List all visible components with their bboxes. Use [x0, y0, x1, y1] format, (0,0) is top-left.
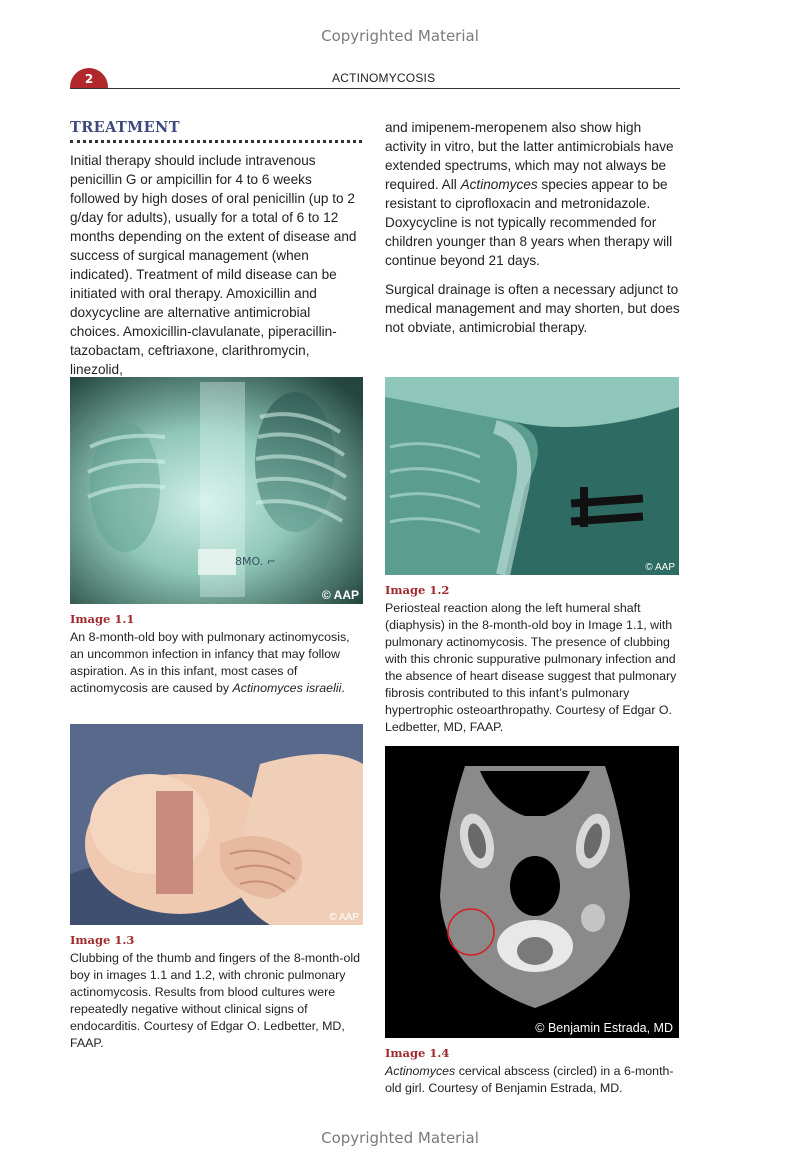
treatment-paragraph-2	[385, 118, 680, 270]
credit-estrada: © Benjamin Estrada, MD	[535, 1021, 673, 1035]
arm-xray-image	[385, 377, 679, 575]
figure-1-3-caption	[70, 932, 365, 1052]
caption-text: .	[341, 681, 345, 695]
caption-text: Periosteal reaction along the left humeral shaft (diaphysis) in the 8-month-old boy in Image 1.1, with pulmonary actinomycosis. The presence of clubbing with this chronic suppurative pulmonary infection and the absence of heart disease suggest that pulmonary fibrosis contributed to this infant’s pulmonary hypertrophic osteoarthropathy. Courtesy of Edgar O. Ledbetter, MD, FAAP.	[385, 601, 677, 734]
credit-aap: © AAP	[321, 588, 359, 602]
genus-italic: Actinomyces	[460, 177, 538, 192]
figure-1-4-caption	[385, 1045, 681, 1097]
treatment-left-column	[70, 118, 362, 389]
figure-label: Image 1.1	[70, 612, 135, 626]
paragraph-text: species appear to be resistant to ciprofloxacin and metronidazole. Doxycycline is not typically recommended for children younger than 8 years when therapy will continue beyond 21 days.	[385, 177, 673, 268]
copyright-watermark-bottom: Copyrighted Material	[321, 1129, 479, 1147]
treatment-right-column	[385, 118, 680, 347]
figure-label: Image 1.2	[385, 583, 450, 597]
page-header	[70, 68, 680, 89]
figure-1-1-caption	[70, 611, 365, 697]
caption-italic: Actinomyces	[385, 1064, 456, 1078]
caption-text: Clubbing of the thumb and fingers of the 8-month-old boy in images 1.1 and 1.2, with chronic pulmonary actinomycosis. Results from blood cultures were repeatedly negative without clinical signs of endocarditis. Courtesy of Edgar O. Ledbetter, MD, FAAP.	[70, 951, 360, 1050]
caption-italic: Actinomyces israelii	[232, 681, 342, 695]
figure-1-2-caption	[385, 582, 681, 736]
figure-1-3-infant-photo	[70, 724, 363, 925]
paragraph-text: and imipenem-meropenem also show high activity in vitro, but the latter antimicrobials have extended spectrums, which may not always be required. All	[385, 120, 674, 192]
infant-photo-image	[70, 724, 363, 925]
caption-text: cervical abscess (circled) in a 6-month-old girl. Courtesy of Benjamin Estrada, MD.	[385, 1064, 674, 1095]
film-marking: 8MO. ⌐	[235, 555, 276, 568]
privacy-redaction-bar	[156, 791, 193, 894]
figure-label: Image 1.4	[385, 1046, 450, 1060]
running-head: ACTINOMYCOSIS	[332, 71, 436, 85]
ct-scan-image	[385, 746, 679, 1038]
copyright-watermark-top: Copyrighted Material	[321, 27, 479, 45]
credit-aap: © AAP	[645, 562, 675, 573]
treatment-paragraph-3: Surgical drainage is often a necessary adjunct to medical management and may shorten, but does not obviate, antimicrobial therapy.	[385, 282, 680, 335]
figure-1-1-chest-xray	[70, 377, 363, 604]
figure-1-4-ct-scan	[385, 746, 679, 1038]
caption-text: An 8-month-old boy with pulmonary actinomycosis, an uncommon infection in infancy that may follow aspiration. As in this infant, most cases of actinomycosis are caused by	[70, 630, 350, 695]
figure-1-2-arm-xray	[385, 377, 679, 575]
treatment-paragraph-1: Initial therapy should include intravenous penicillin G or ampicillin for 4 to 6 weeks followed by high doses of oral penicillin (up to 2 g/day for adults), usually for a total of 6 to 12 months depending on the extent of disease and success of surgical management (when indicated). Treatment of mild disease can be initiated with oral therapy. Amoxicillin and doxycycline are alternative antimicrobial choices. Amoxicillin-clavulanate, piperacillin-tazobactam, ceftriaxone, clarithromycin, linezolid,	[70, 153, 357, 377]
figure-label: Image 1.3	[70, 933, 135, 947]
section-title: TREATMENT	[70, 118, 362, 143]
credit-aap: © AAP	[329, 912, 359, 923]
page-number: 2	[70, 68, 108, 88]
chest-xray-image	[70, 377, 363, 604]
